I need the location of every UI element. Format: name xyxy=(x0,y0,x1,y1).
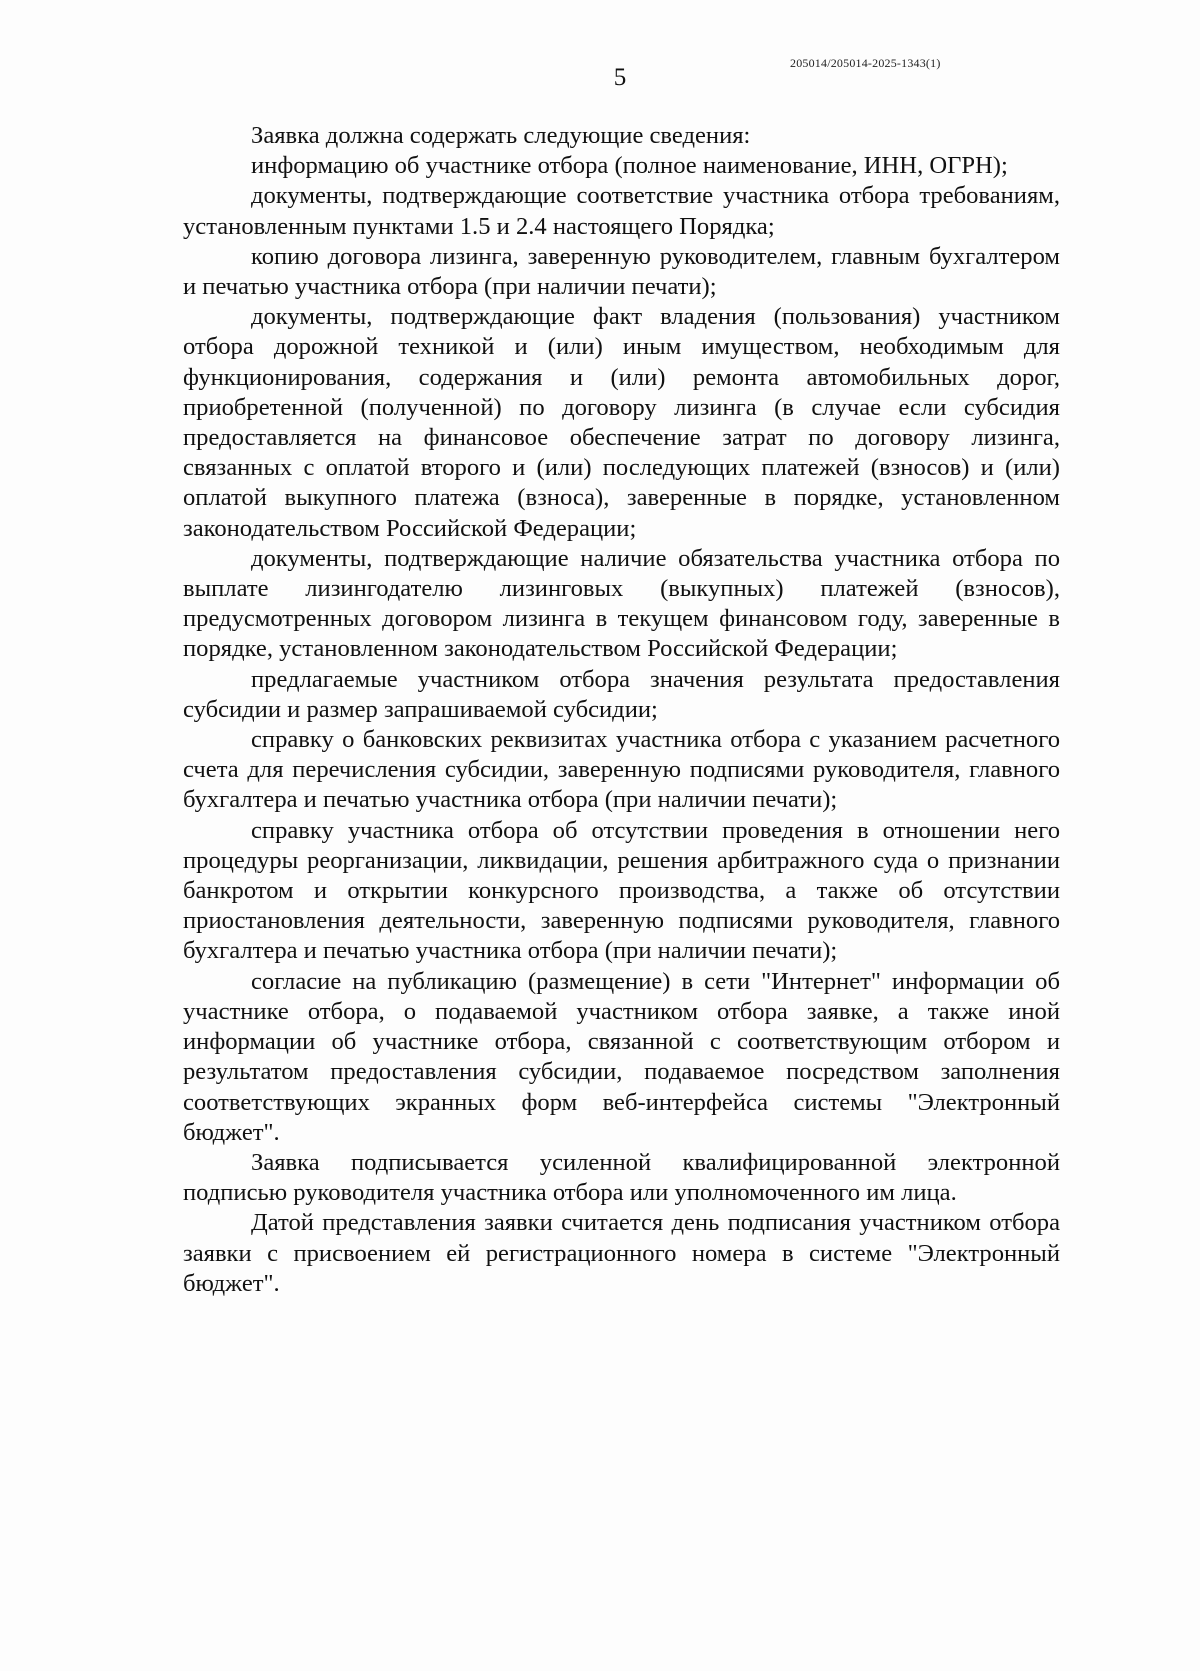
paragraph-bank-details: справку о банковских реквизитах участника отбора с указанием расчетного счета для перечисления субсидии, заверенную подписями руководителя, главного бухгалтера и печатью участника отбора (при наличии печати); xyxy=(183,726,1060,814)
paragraph-intro: Заявка должна содержать следующие сведения: xyxy=(251,122,751,149)
page-number: 5 xyxy=(613,64,627,91)
document-body xyxy=(183,121,1060,1299)
paragraph-ownership-documents: документы, подтверждающие факт владения (пользования) участником отбора дорожной техникой и (или) иным имуществом, необходимым для функционирования, содержания и (или) ремонта автомобильных дорог, приобретенной (полученной) по договору лизинга (в случае если субсидия предоставляется на финансовое обеспечение затрат по договору лизинга, связанных с оплатой второго и (или) последующих платежей (взносов) и (или) оплатой выкупного платежа (взноса), заверенные в порядке, установленном законодательством Российской Федерации; xyxy=(183,303,1060,542)
paragraph-publication-consent: согласие на публикацию (размещение) в сети "Интернет" информации об участнике отбора, о подаваемой участником отбора заявке, а также иной информации об участнике отбора, связанной с соответствующим отбором и результатом предоставления субсидии, подаваемое посредством заполнения соответствующих экранных форм веб-интерфейса системы "Электронный бюджет". xyxy=(183,967,1060,1146)
paragraph-proposed-results: предлагаемые участником отбора значения результата предоставления субсидии и размер запрашиваемой субсидии; xyxy=(183,665,1060,723)
paragraph-submission-date: Датой представления заявки считается день подписания участником отбора заявки с присвоением ей регистрационного номера в системе "Электронный бюджет". xyxy=(183,1209,1060,1297)
paragraph-obligation-documents: документы, подтверждающие наличие обязательства участника отбора по выплате лизингодателю лизинговых (выкупных) платежей (взносов), предусмотренных договором лизинга в текущем финансовом году, заверенные в порядке, установленном законодательством Российской Федерации; xyxy=(183,544,1060,663)
paragraph-leasing-contract-copy: копию договора лизинга, заверенную руководителем, главным бухгалтером и печатью участника отбора (при наличии печати); xyxy=(183,242,1060,301)
document-id: 205014/205014-2025-1343(1) xyxy=(790,56,941,70)
paragraph-signature: Заявка подписывается усиленной квалифицированной электронной подписью руководителя участника отбора или уполномоченного им лица. xyxy=(183,1148,1060,1207)
paragraph-participant-info: информацию об участнике отбора (полное наименование, ИНН, ОГРН); xyxy=(251,152,1008,180)
paragraph-no-reorganization: справку участника отбора об отсутствии проведения в отношении него процедуры реорганизации, ликвидации, решения арбитражного суда о признании банкротом и открытии конкурсного производства, а также об отсутствии приостановления деятельности, заверенную подписями руководителя, главного бухгалтера и печатью участника отбора (при наличии печати); xyxy=(183,816,1060,965)
paragraph-compliance-documents: документы, подтверждающие соответствие участника отбора требованиям, установленным пунктами 1.5 и 2.4 настоящего Порядка; xyxy=(183,182,1060,240)
